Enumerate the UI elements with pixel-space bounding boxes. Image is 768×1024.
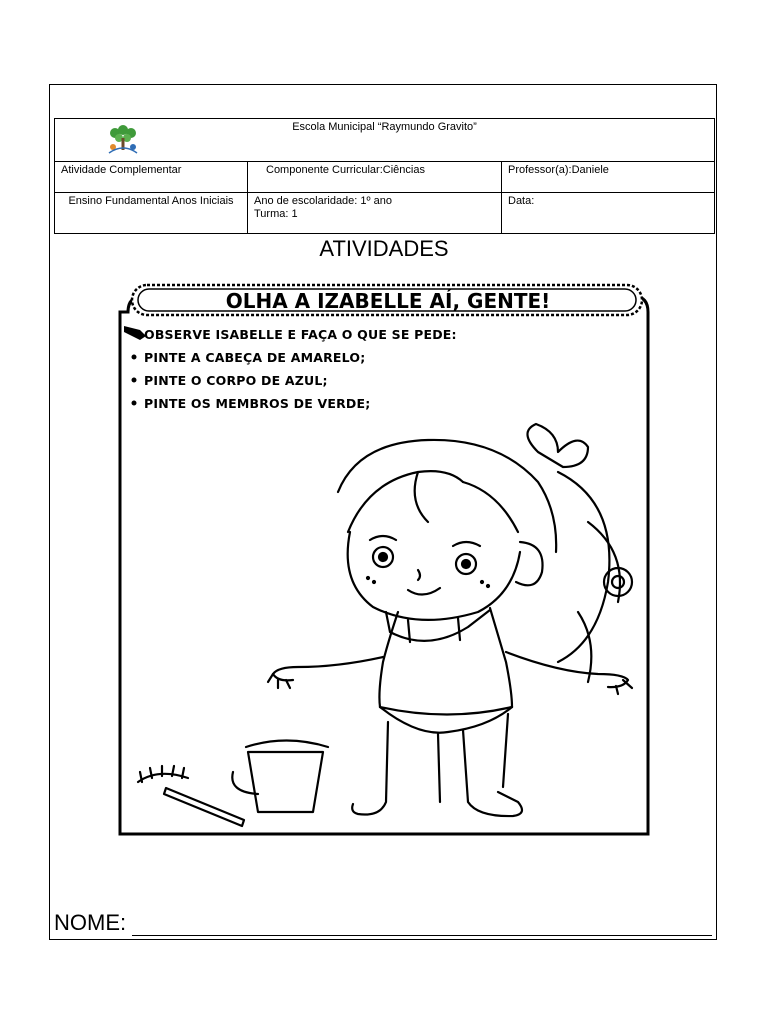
girl-drawing bbox=[138, 424, 632, 826]
header-table bbox=[54, 118, 715, 234]
teacher-cell bbox=[502, 162, 715, 193]
teacher: Professor(a):Daniele bbox=[508, 164, 609, 176]
level-cell bbox=[55, 193, 248, 234]
worksheet-illustration bbox=[118, 282, 658, 842]
component-cell bbox=[248, 162, 502, 193]
name-label: NOME: bbox=[54, 910, 127, 935]
bullet-icon bbox=[132, 355, 137, 360]
name-field-line[interactable] bbox=[132, 935, 712, 936]
instruction-item: PINTE A CABEÇA DE AMARELO; bbox=[144, 350, 366, 365]
bullet-icon bbox=[132, 401, 137, 406]
instruction-list bbox=[132, 350, 371, 411]
instruction-item: PINTE O CORPO DE AZUL; bbox=[144, 373, 328, 388]
instruction-intro: OBSERVE ISABELLE E FAÇA O QUE SE PEDE: bbox=[144, 327, 457, 342]
grade: Ano de escolaridade: 1º ano bbox=[254, 195, 392, 207]
school-name: Escola Municipal “Raymundo Gravito” bbox=[292, 121, 477, 133]
bullet-icon bbox=[132, 378, 137, 383]
pencil-icon bbox=[124, 326, 146, 340]
activity-type-cell bbox=[55, 162, 248, 193]
activity-type: Atividade Complementar bbox=[61, 164, 182, 176]
level: Ensino Fundamental Anos Iniciais bbox=[68, 195, 234, 207]
class: Turma: 1 bbox=[254, 208, 298, 220]
component: Componente Curricular:Ciências bbox=[266, 164, 425, 176]
date-label: Data: bbox=[508, 195, 535, 207]
banner-title: OLHA A IZABELLE AÍ, GENTE! bbox=[225, 289, 551, 313]
school-logo-icon bbox=[95, 123, 165, 155]
page-title: ATIVIDADES bbox=[319, 236, 449, 261]
instruction-item: PINTE OS MEMBROS DE VERDE; bbox=[144, 396, 371, 411]
date-cell bbox=[502, 193, 715, 234]
grade-cell bbox=[248, 193, 502, 234]
school-cell bbox=[55, 119, 715, 162]
